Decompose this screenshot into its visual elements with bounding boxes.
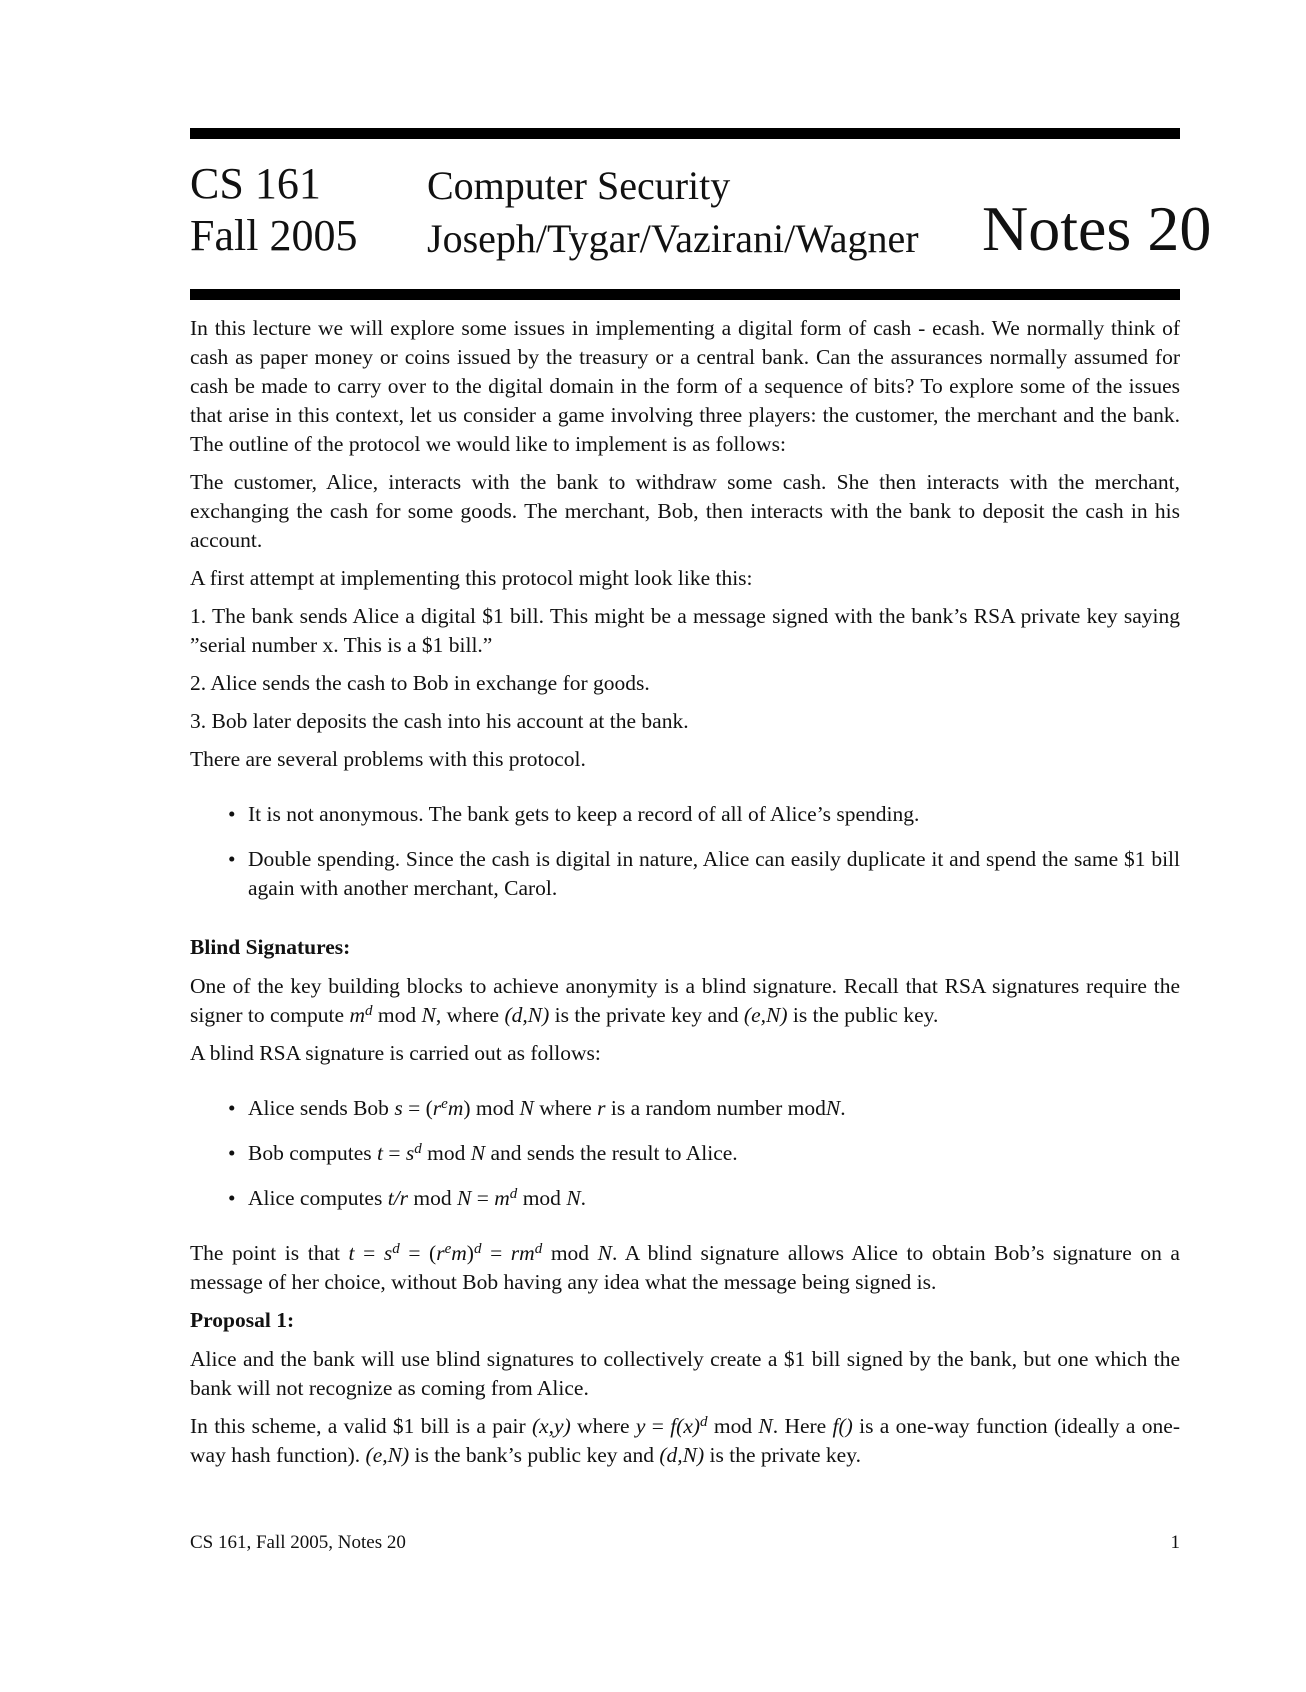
page-footer: [190, 1532, 1180, 1554]
footer-citation: CS 161, Fall 2005, Notes 20: [190, 1532, 406, 1553]
blind-rsa-intro: A blind RSA signature is carried out as follows:: [190, 1041, 601, 1065]
header-bottom-rule: [190, 289, 1180, 300]
notes-body: [190, 314, 1180, 1479]
problems-intro: There are several problems with this protocol.: [190, 747, 586, 771]
bullet-icon: •: [228, 1141, 236, 1165]
protocol-step-1: 1. The bank sends Alice a digital $1 bill. This might be a message signed with the bank’s RSA private key saying ”serial number x. This is a $1 bill.”: [190, 604, 1180, 657]
notes-number: Notes 20: [982, 193, 1212, 264]
protocol-step-3: 3. Bob later deposits the cash into his account at the bank.: [190, 709, 689, 733]
list-item: • Alice sends Bob $s = (r^em)$ mod N where r is a random number modN.: [248, 1094, 1180, 1123]
list-item: • Alice computes t/r mod $N = m^d$ mod N.: [248, 1184, 1180, 1213]
list-item: • Double spending. Since the cash is digital in nature, Alice can easily duplicate it and spend the same $1 bill again with another merchant, Carol.: [228, 847, 1180, 900]
blind-point-paragraph: The point is that $t = s^d = (r^em)^d = rm^d$ mod N. A blind signature allows Alice to obtain Bob’s signature on a message of her choice, without Bob having any idea what the message being signed is.: [190, 1241, 1180, 1294]
intro-paragraph: In this lecture we will explore some issues in implementing a digital form of cash - ecash. We normally think of cash as paper money or coins issued by the treasury or a central bank. Can the assurances normally assumed for cash be made to carry over to the digital domain in the form of a sequence of bits? To explore some of the issues that arise in this context, let us consider a game involving three players: the customer, the merchant and the bank. The outline of the protocol we would like to implement is as follows:: [190, 316, 1180, 456]
bullet-icon: •: [228, 1096, 236, 1120]
protocol-paragraph: The customer, Alice, interacts with the bank to withdraw some cash. She then interacts with the merchant, exchanging the cash for some goods. The merchant, Bob, then interacts with the bank to deposit the cash in his account.: [190, 470, 1180, 552]
header-top-rule: [190, 128, 1180, 139]
valid-bill-paragraph: In this scheme, a valid $1 bill is a pair (x,y) where $y = f(x)^d$ mod N. Here f() is a one-way function (ideally a one-way hash function). (e,N) is the bank’s public key and (d,N) is the private key.: [190, 1414, 1180, 1467]
blind-signatures-heading: Blind Signatures:: [190, 935, 351, 959]
bullet-icon: •: [228, 1186, 236, 1210]
course-title: Computer Security: [427, 163, 731, 208]
first-attempt-paragraph: A first attempt at implementing this protocol might look like this:: [190, 566, 753, 590]
bullet-icon: •: [228, 847, 236, 871]
list-item: • Bob computes $t = s^d$ mod N and sends the result to Alice.: [248, 1139, 1180, 1168]
rsa-recall-paragraph: One of the key building blocks to achieve anonymity is a blind signature. Recall that RSA signatures require the signer to compute $m^d$ mod N, where (d,N) is the private key and (e,N) is the public key.: [190, 974, 1180, 1027]
course-authors: Joseph/Tygar/Vazirani/Wagner: [427, 216, 919, 261]
problems-list: [190, 800, 1180, 903]
page-number: 1: [1170, 1532, 1180, 1553]
course-code: CS 161: [190, 159, 321, 208]
bullet-icon: •: [228, 802, 236, 826]
list-item: • It is not anonymous. The bank gets to keep a record of all of Alice’s spending.: [248, 800, 1180, 829]
proposal-paragraph: Alice and the bank will use blind signatures to collectively create a $1 bill signed by the bank, but one which the bank will not recognize as coming from Alice.: [190, 1347, 1180, 1400]
blind-steps-list: [190, 1094, 1180, 1213]
course-term: Fall 2005: [190, 211, 358, 260]
protocol-step-2: 2. Alice sends the cash to Bob in exchange for goods.: [190, 671, 650, 695]
proposal-1-heading: Proposal 1:: [190, 1308, 295, 1332]
